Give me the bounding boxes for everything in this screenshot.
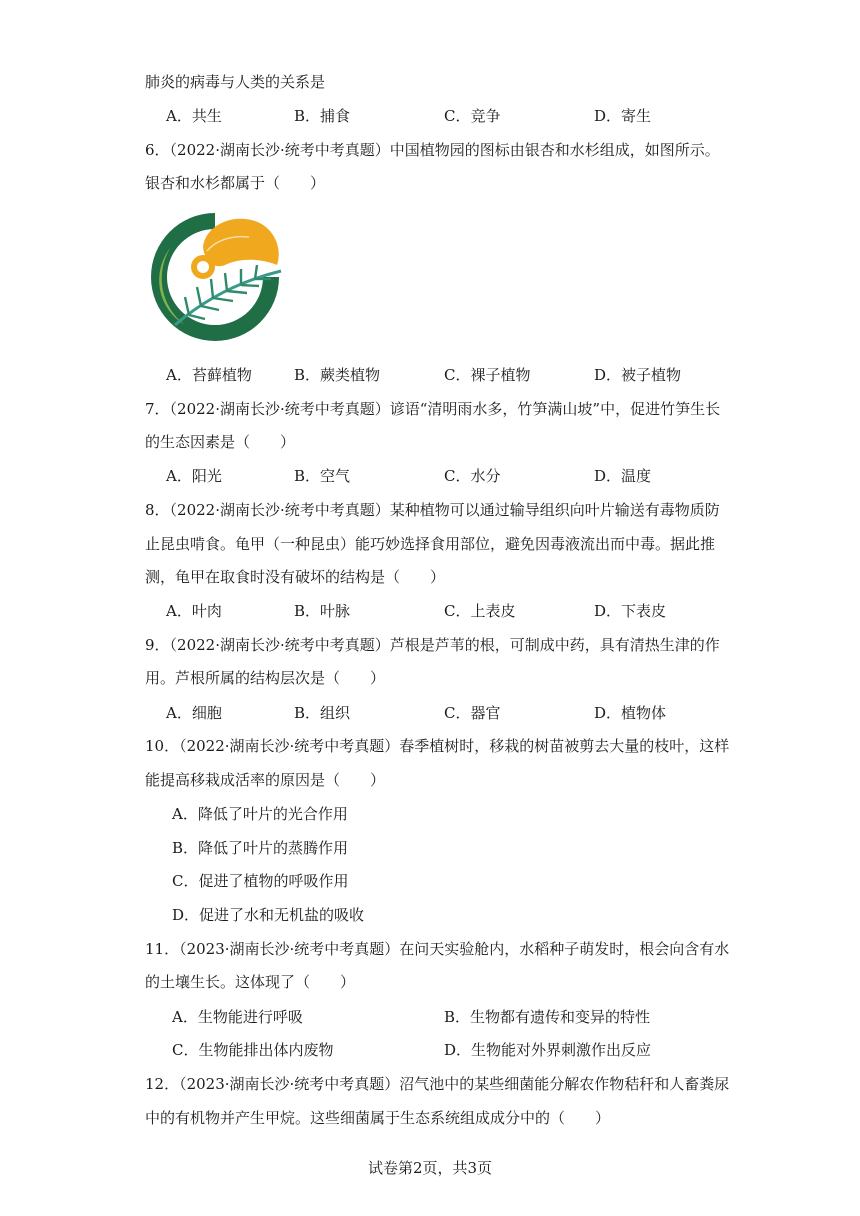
q7-option-b: B．空气 xyxy=(294,467,351,485)
question-6-stem-line2: 银杏和水杉都属于（ ） xyxy=(145,174,326,192)
q11-option-b: B．生物都有遗传和变异的特性 xyxy=(444,1008,651,1026)
q6-option-d: D．被子植物 xyxy=(594,366,682,384)
question-9-stem-line2: 用。芦根所属的结构层次是（ ） xyxy=(145,669,386,687)
botanical-garden-logo-image xyxy=(145,207,285,347)
q10-option-a: A．降低了叶片的光合作用 xyxy=(172,805,348,823)
q6-option-b: B．蕨类植物 xyxy=(294,366,381,384)
q11-option-c: C．生物能排出体内废物 xyxy=(172,1041,334,1059)
q10-option-b: B．降低了叶片的蒸腾作用 xyxy=(172,839,349,857)
question-10-stem-line2: 能提高移栽成活率的原因是（ ） xyxy=(145,771,386,789)
page-footer: 试卷第2页，共3页 xyxy=(367,1159,493,1177)
question-8-stem-line1: 8．（2022·湖南长沙·统考中考真题）某种植物可以通过输导组织向叶片输送有毒物质防 xyxy=(145,501,720,519)
question-11-stem-line1: 11．（2023·湖南长沙·统考中考真题）在问天实验舱内，水稻种子萌发时，根会向含有水 xyxy=(145,940,730,958)
q10-option-c: C．促进了植物的呼吸作用 xyxy=(172,872,349,890)
q5-option-b: B．捕食 xyxy=(294,107,351,125)
q5-option-c: C．竞争 xyxy=(444,107,501,125)
question-6-stem-line1: 6．（2022·湖南长沙·统考中考真题）中国植物园的图标由银杏和水杉组成，如图所示。 xyxy=(145,141,720,159)
q7-option-c: C．水分 xyxy=(444,467,501,485)
q11-option-a: A．生物能进行呼吸 xyxy=(172,1008,303,1026)
q7-option-a: A．阳光 xyxy=(166,467,222,485)
q5-option-a: A．共生 xyxy=(166,107,222,125)
q8-option-a: A．叶肉 xyxy=(166,602,222,620)
question-12-stem-line2: 中的有机物并产生甲烷。这些细菌属于生态系统组成成分中的（ ） xyxy=(145,1109,611,1127)
q7-option-d: D．温度 xyxy=(594,467,652,485)
q9-option-a: A．细胞 xyxy=(166,704,222,722)
q11-option-d: D．生物能对外界刺激作出反应 xyxy=(444,1041,652,1059)
q10-option-d: D．促进了水和无机盐的吸收 xyxy=(172,906,365,924)
question-9-stem-line1: 9．（2022·湖南长沙·统考中考真题）芦根是芦苇的根，可制成中药，具有清热生津的作 xyxy=(145,636,720,654)
question-11-stem-line2: 的土壤生长。这体现了（ ） xyxy=(145,973,356,991)
q9-option-b: B．组织 xyxy=(294,704,351,722)
q8-option-c: C．上表皮 xyxy=(444,602,516,620)
question-12-stem-line1: 12．（2023·湖南长沙·统考中考真题）沼气池中的某些细菌能分解农作物秸秆和人畜粪尿 xyxy=(145,1075,730,1093)
q6-option-a: A．苔藓植物 xyxy=(166,366,252,384)
q5-option-d: D．寄生 xyxy=(594,107,652,125)
q9-option-d: D．植物体 xyxy=(594,704,667,722)
question-7-stem-line1: 7．（2022·湖南长沙·统考中考真题）谚语“清明雨水多，竹笋满山坡”中，促进竹笋生长 xyxy=(145,400,721,418)
question-10-stem-line1: 10．（2022·湖南长沙·统考中考真题）春季植树时，移栽的树苗被剪去大量的枝叶，这样 xyxy=(145,737,730,755)
question-8-stem-line3: 测，龟甲在取食时没有破坏的结构是（ ） xyxy=(145,568,446,586)
q6-option-c: C．裸子植物 xyxy=(444,366,531,384)
q8-option-d: D．下表皮 xyxy=(594,602,667,620)
question-5-stem-tail: 肺炎的病毒与人类的关系是 xyxy=(145,73,326,91)
question-8-stem-line2: 止昆虫啃食。龟甲（一种昆虫）能巧妙选择食用部位，避免因毒液流出而中毒。据此推 xyxy=(145,535,716,553)
q9-option-c: C．器官 xyxy=(444,704,501,722)
q8-option-b: B．叶脉 xyxy=(294,602,351,620)
question-7-stem-line2: 的生态因素是（ ） xyxy=(145,433,296,451)
